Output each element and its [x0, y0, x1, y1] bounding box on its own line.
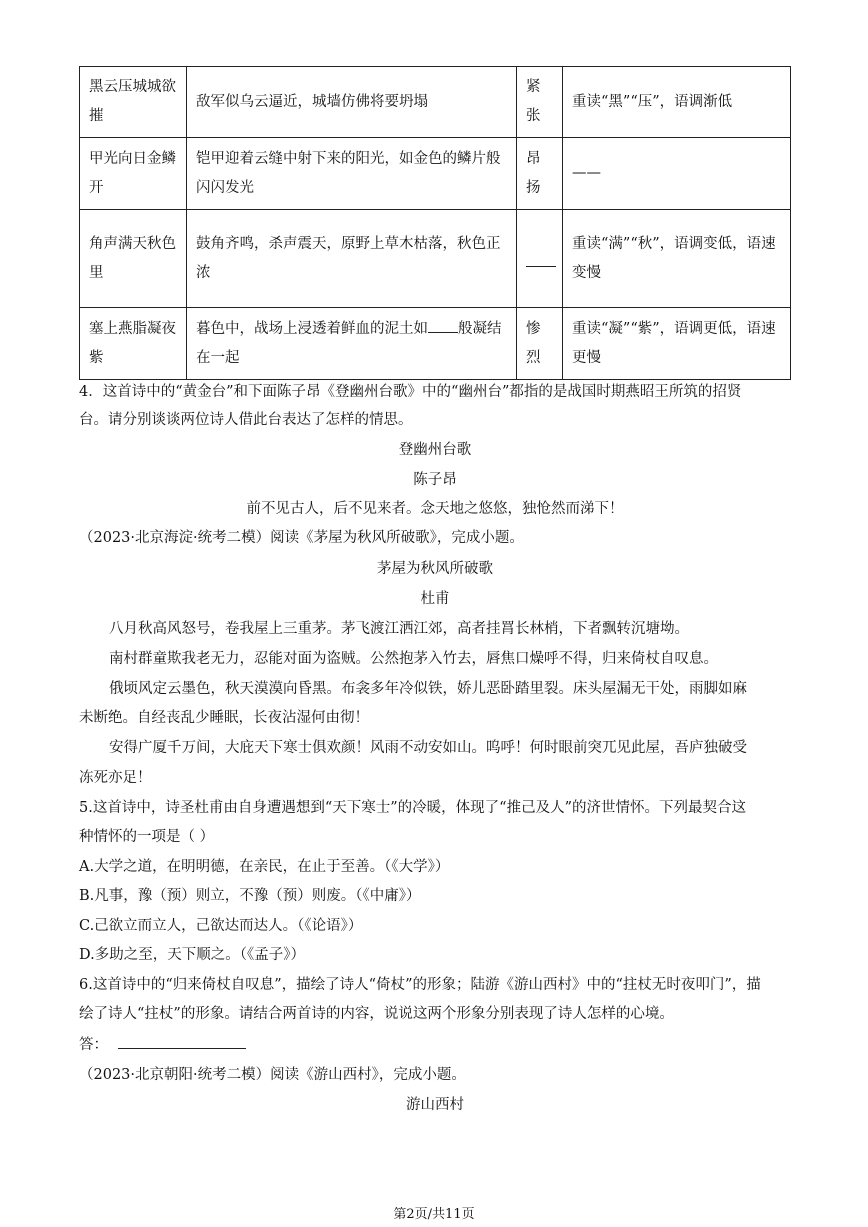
poem-author: 杜甫 — [420, 591, 450, 607]
question-4-text: 4．这首诗中的“黄金台”和下面陈子昂《登幽州台歌》中的“幽州台”都指的是战国时期燕昭王所筑的招贤 — [79, 384, 742, 400]
fill-blank — [526, 257, 556, 267]
poem-title: 登幽州台歌 — [398, 442, 472, 458]
poem-paragraph: 俄顷风定云墨色，秋天漠漠向昏黑。布衾多年冷似铁，娇儿恶卧踏里裂。床头屋漏无干处，雨脚如麻 — [109, 681, 747, 697]
reading-cell: 重读“满”“秋”，语调变低，语速变慢 — [563, 210, 791, 308]
meaning-cell: 铠甲迎着云缝中射下来的阳光，如金色的鳞片般闪闪发光 — [187, 138, 517, 210]
phrase-cell: 角声满天秋色里 — [80, 210, 187, 308]
answer-label: 答： — [79, 1037, 108, 1053]
mood-cell: 紧张 — [517, 67, 563, 138]
option-d[interactable]: D.多助之至，天下顺之。（《孟子》） — [79, 947, 305, 963]
question-6-text: 6.这首诗中的“归来倚杖自叹息”，描绘了诗人“倚杖”的形象；陆游《游山西村》中的“拄杖无时夜叩门”，描 — [79, 977, 761, 993]
meaning-cell: 敌军似乌云逼近，城墙仿佛将要坍塌 — [187, 67, 517, 138]
section-intro: （2023·北京海淀·统考二模）阅读《茅屋为秋风所破歌》，完成小题。 — [79, 530, 524, 546]
poem-analysis-table — [79, 66, 791, 380]
option-a[interactable]: A.大学之道，在明明德，在亲民，在止于至善。（《大学》） — [79, 859, 450, 875]
answer-row — [79, 1035, 791, 1055]
question-5-text: 种情怀的一项是（ ） — [79, 829, 215, 845]
meaning-cell: 暮色中，战场上浸透着鲜血的泥土如 般凝结在一起 — [187, 308, 517, 380]
poem-paragraph: 安得广厦千万间，大庇天下寒士俱欢颜！风雨不动安如山。呜呼！何时眼前突兀见此屋，吾庐独破受 — [109, 740, 747, 756]
phrase-cell: 黑云压城城欲摧 — [80, 67, 187, 138]
poem-text: 前不见古人，后不见来者。念天地之悠悠，独怆然而涕下！ — [246, 501, 624, 517]
option-b[interactable]: B.凡事，豫（预）则立，不豫（预）则废。（《中庸》） — [79, 888, 421, 904]
mood-cell — [517, 210, 563, 308]
option-c[interactable]: C.己欲立而立人，己欲达而达人。（《论语》） — [79, 918, 363, 934]
section-intro: （2023·北京朝阳·统考二模）阅读《游山西村》，完成小题。 — [79, 1067, 466, 1083]
phrase-cell: 甲光向日金鳞开 — [80, 138, 187, 210]
poem-title: 茅屋为秋风所破歌 — [377, 561, 493, 577]
reading-cell: —— — [563, 138, 791, 210]
table-row — [80, 67, 791, 138]
poem-author: 陈子昂 — [413, 472, 457, 488]
table-row — [80, 308, 791, 380]
question-6-text: 绘了诗人“拄杖”的形象。请结合两首诗的内容，说说这两个形象分别表现了诗人怎样的心境。 — [79, 1006, 674, 1022]
table-row — [80, 138, 791, 210]
answer-field[interactable] — [118, 1036, 246, 1049]
reading-cell: 重读“凝”“紫”，语调更低，语速更慢 — [563, 308, 791, 380]
mood-cell: 昂扬 — [517, 138, 563, 210]
poem-paragraph: 八月秋高风怒号，卷我屋上三重茅。茅飞渡江洒江郊，高者挂罥长林梢，下者飘转沉塘坳。 — [109, 621, 689, 637]
question-5-text: 5.这首诗中，诗圣杜甫由自身遭遇想到“天下寒士”的冷暖，体现了“推己及人”的济世情怀。下列最契合这 — [79, 800, 746, 816]
page-number: 第2页/共11页 — [393, 1207, 475, 1222]
poem-paragraph: 未断绝。自经丧乱少睡眠，长夜沾湿何由彻！ — [79, 710, 369, 726]
poem-paragraph: 冻死亦足！ — [79, 770, 152, 786]
reading-cell: 重读“黑”“压”，语调渐低 — [563, 67, 791, 138]
poem-paragraph: 南村群童欺我老无力，忍能对面为盗贼。公然抱茅入竹去，唇焦口燥呼不得，归来倚杖自叹息。 — [109, 651, 718, 667]
fill-blank — [428, 320, 458, 333]
poem-title: 游山西村 — [406, 1097, 464, 1113]
question-4-text: 台。请分别谈谈两位诗人借此台表达了怎样的情思。 — [79, 412, 413, 428]
phrase-cell: 塞上燕脂凝夜紫 — [80, 308, 187, 380]
meaning-cell: 鼓角齐鸣，杀声震天，原野上草木枯落，秋色正浓 — [187, 210, 517, 308]
table-row — [80, 210, 791, 308]
mood-cell: 惨烈 — [517, 308, 563, 380]
